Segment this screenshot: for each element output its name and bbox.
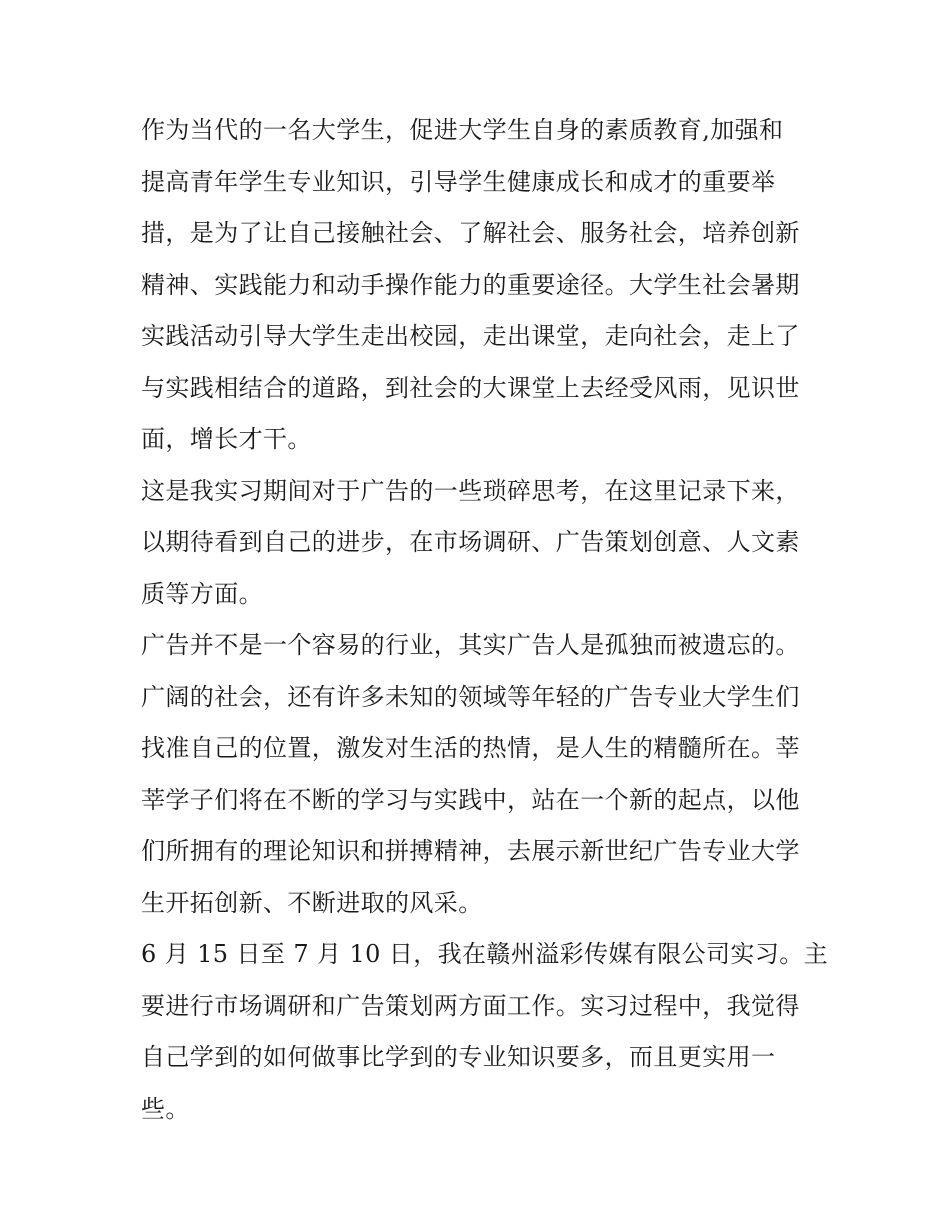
paragraph-1-line-5: 实践活动引导大学生走出校园，走出课堂，走向社会，走上了 <box>141 322 800 350</box>
paragraph-3-line-6: 生开拓创新、不断进取的风采。 <box>141 888 483 917</box>
paragraph-4-line-2: 要进行市场调研和广告策划两方面工作。实习过程中，我觉得 <box>141 991 800 1020</box>
paragraph-3-line-5: 们所拥有的理论知识和拼搏精神，去展示新世纪广告专业大学 <box>141 837 800 865</box>
paragraph-2-line-1: 这是我实习期间对于广告的一些琐碎思考，在这里记录下来， <box>141 476 800 505</box>
paragraph-1-line-3: 措，是为了让自己接触社会、了解社会、服务社会，培养创新 <box>141 219 800 247</box>
paragraph-2-line-3: 质等方面。 <box>141 579 263 608</box>
paragraph-3-line-3: 找准自己的位置，激发对生活的热情，是人生的精髓所在。莘 <box>141 734 800 762</box>
paragraph-3-line-4: 莘学子们将在不断的学习与实践中，站在一个新的起点，以他 <box>141 785 800 814</box>
paragraph-2-line-2: 以期待看到自己的进步，在市场调研、广告策划创意、人文素 <box>141 528 800 556</box>
document-body <box>141 105 829 1135</box>
paragraph-4-line-3: 自己学到的如何做事比学到的专业知识要多，而且更实用一 <box>141 1043 776 1071</box>
paragraph-1-line-4: 精神、实践能力和动手操作能力的重要途径。大学生社会暑期 <box>141 270 800 299</box>
paragraph-3-line-2: 广阔的社会，还有许多未知的领域等年轻的广告专业大学生们 <box>141 682 800 711</box>
paragraph-1-line-1: 作为当代的一名大学生，促进大学生自身的素质教育,加强和 <box>141 116 784 144</box>
paragraph-1-line-2: 提高青年学生专业知识，引导学生健康成长和成才的重要举 <box>141 167 776 196</box>
paragraph-1-line-6: 与实践相结合的道路，到社会的大课堂上去经受风雨，见识世 <box>141 373 800 402</box>
paragraph-3-line-1: 广告并不是一个容易的行业，其实广告人是孤独而被遗忘的。 <box>141 631 800 659</box>
paragraph-4-line-1: 6 月 15 日至 7 月 10 日，我在赣州溢彩传媒有限公司实习。主 <box>141 940 829 968</box>
paragraph-1-line-7: 面，增长才干。 <box>141 425 312 453</box>
paragraph-4-line-4: 些。 <box>141 1094 190 1123</box>
